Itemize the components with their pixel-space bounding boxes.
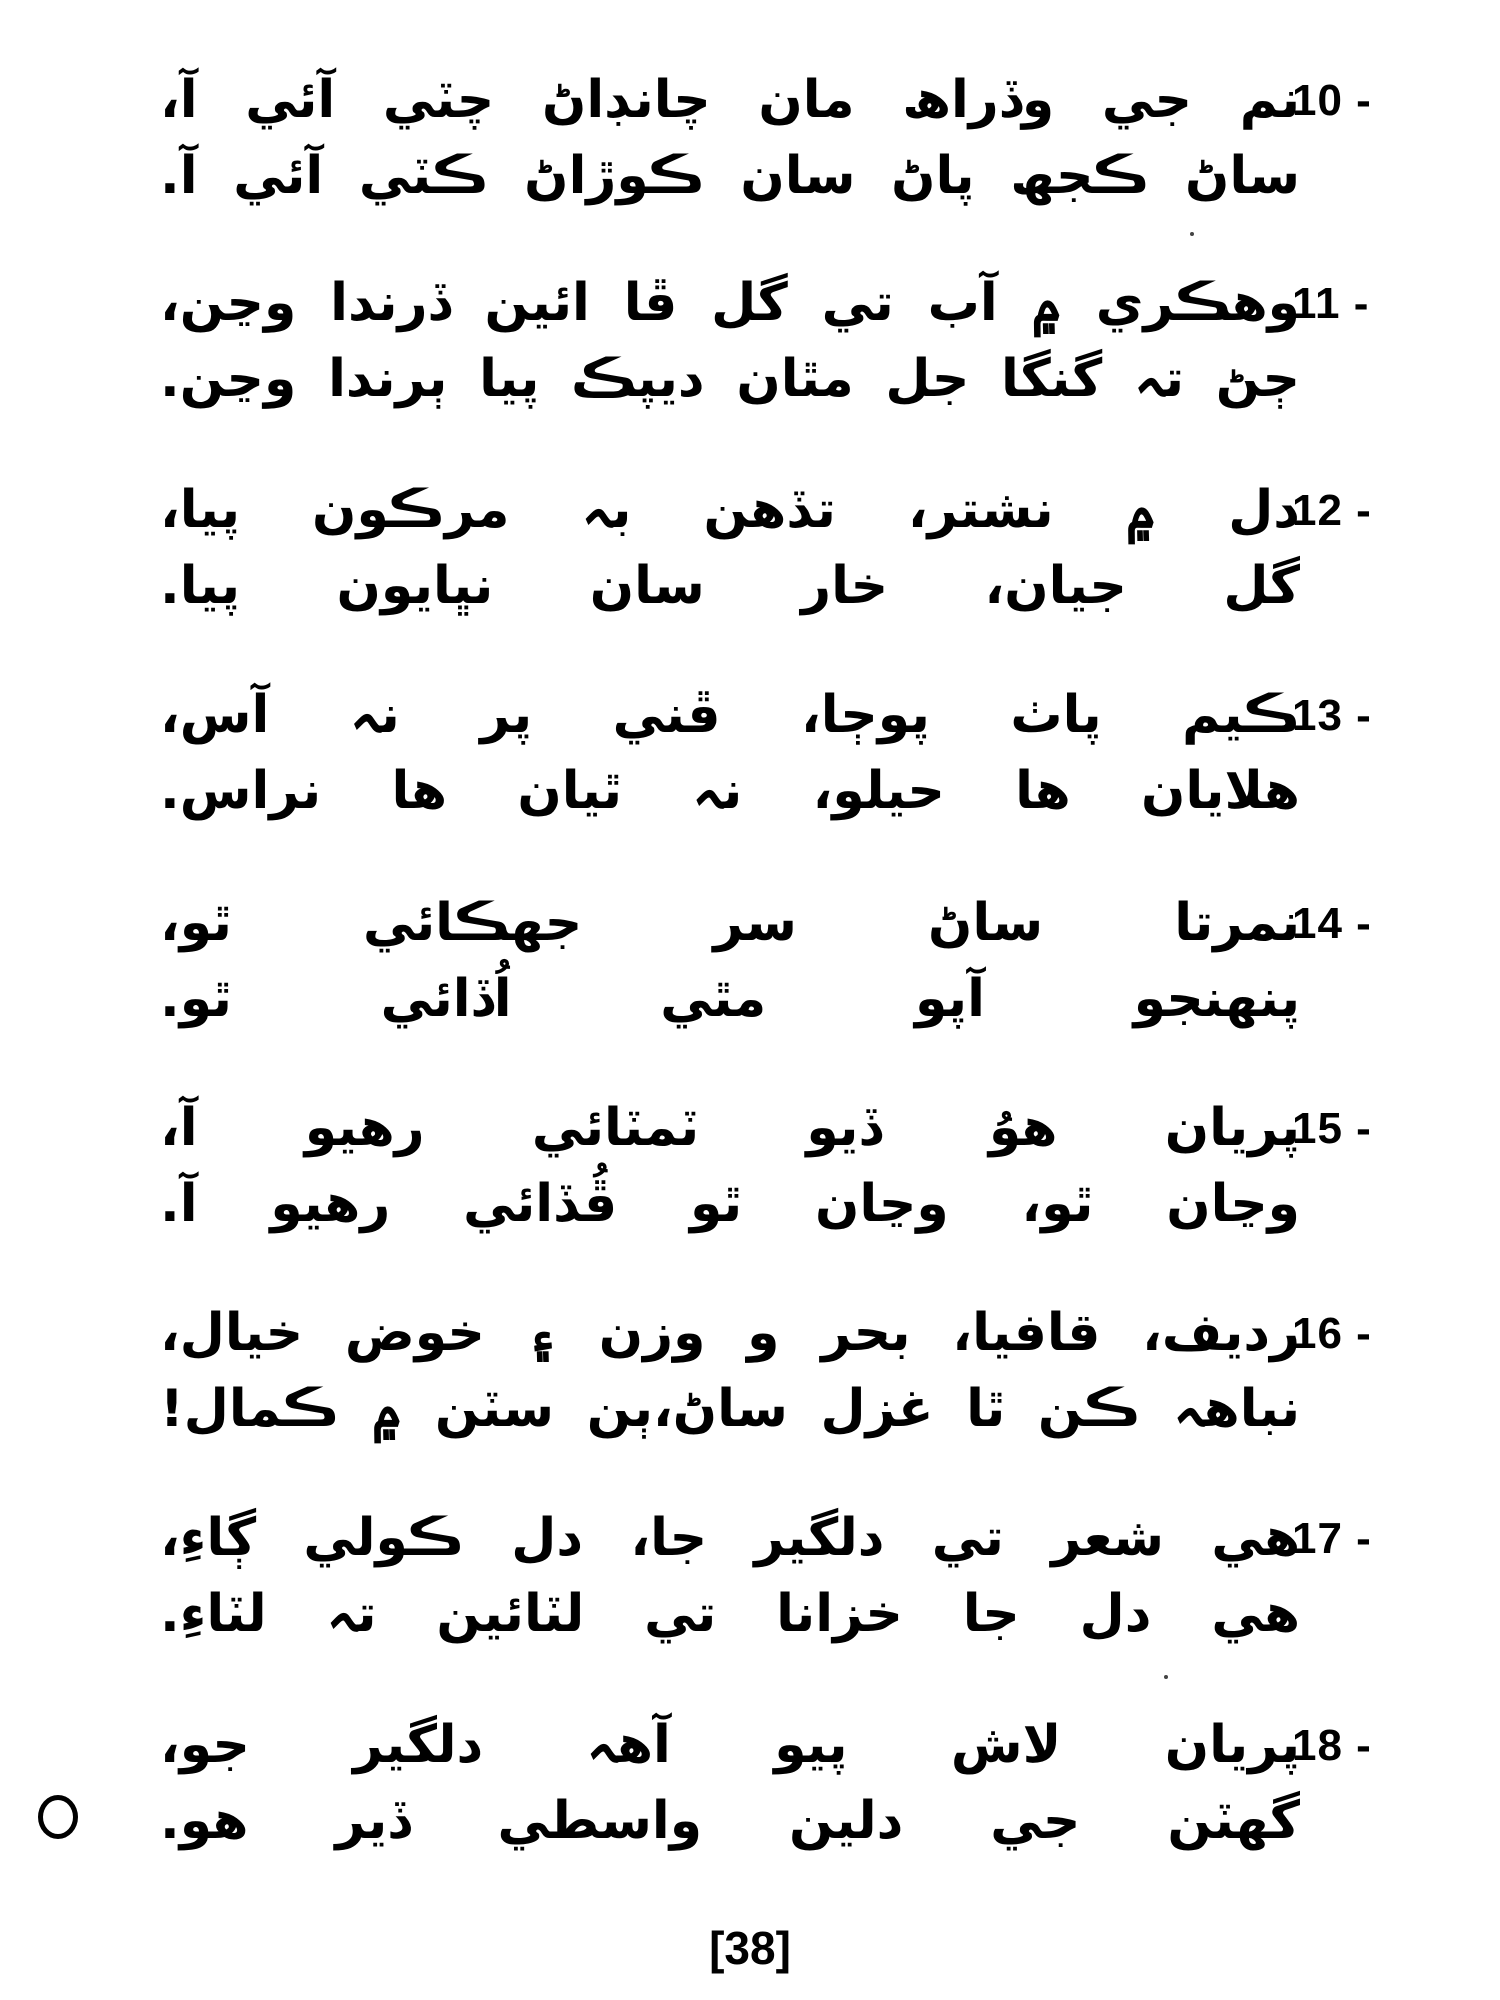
stanza-number: 13 - bbox=[1292, 691, 1372, 740]
verse-line-2: پنھنجو آپو مٿي اُڏائي ٿو. bbox=[160, 969, 1300, 1029]
verse-line-1: پريان ھوُ ڏيو ٽمٽائي رھيو آ، bbox=[160, 1098, 1300, 1158]
stanza-number: 12 - bbox=[1292, 486, 1372, 535]
stanza-number: 17 - bbox=[1292, 1514, 1372, 1563]
stanza-13 bbox=[0, 680, 1500, 830]
margin-circle-mark bbox=[38, 1795, 78, 1839]
stanza-14 bbox=[0, 888, 1500, 1038]
stanza-number: 18 - bbox=[1292, 1721, 1372, 1770]
speck-dot bbox=[1164, 1675, 1168, 1679]
verse-line-1: ڪيم پاٺ پوڄا، ڦني پر نہ آس، bbox=[160, 685, 1300, 745]
stanza-number: 14 - bbox=[1292, 899, 1372, 948]
verse-line-2: ڄڻ تہ گنگا جل مٿان ديپڪ پيا ٻرندا وڃن. bbox=[160, 349, 1300, 409]
stanza-17 bbox=[0, 1503, 1500, 1653]
stanza-10 bbox=[0, 65, 1500, 215]
verse-line-2: ساڻ ڪجھ پاڻ سان ڪوڙاڻ ڪٽي آئي آ. bbox=[160, 146, 1300, 206]
verse-line-2: ھلايان ھا حيلو، نہ ٿيان ھا نراس. bbox=[160, 761, 1300, 821]
stanza-number: 16 - bbox=[1292, 1309, 1372, 1358]
verse-line-2: گل جيان، خار سان نڀايون پيا. bbox=[160, 556, 1300, 616]
verse-line-1: رديف، قافيا، بحر و وزن ۽ خوض خيال، bbox=[160, 1303, 1300, 1363]
stanza-number: 10 - bbox=[1292, 76, 1372, 125]
verse-line-2: نباھہ ڪن ٿا غزل ساڻ،ٻن سٽن ۾ ڪمال! bbox=[160, 1379, 1300, 1439]
verse-line-1: پريان لاش پيو آھہ دلگير جو، bbox=[160, 1715, 1300, 1775]
stanza-18 bbox=[0, 1710, 1500, 1860]
stanza-16 bbox=[0, 1298, 1500, 1448]
stanza-15 bbox=[0, 1093, 1500, 1243]
verse-line-2: گھٽن جي دلين واسطي ڏير ھو. bbox=[160, 1791, 1300, 1851]
stanza-12 bbox=[0, 475, 1500, 625]
verse-line-1: وھڪري ۾ آب تي گل ڦا ائين ڏرندا وڃن، bbox=[160, 273, 1300, 333]
stanza-number: 11 - bbox=[1292, 279, 1370, 328]
verse-line-2: وڃان ٿو، وڃان ٿو ڦُڏائي رھيو آ. bbox=[160, 1174, 1300, 1234]
verse-line-1: نم جي وڏراھ مان چانڊاڻ چٽي آئي آ، bbox=[160, 70, 1300, 130]
stanza-number: 15 - bbox=[1292, 1104, 1372, 1153]
verse-line-2: ھي دل جا خزانا تي لٽائين تہ لٽاءِ. bbox=[160, 1584, 1300, 1644]
speck-dot bbox=[1190, 232, 1194, 236]
verse-line-1: نمرتا ساڻ سر جھڪائي ٿو، bbox=[160, 893, 1300, 953]
verse-line-1: ھي شعر تي دلگير جا، دل ڪولي ڳاءِ، bbox=[160, 1508, 1300, 1568]
stanza-11 bbox=[0, 268, 1500, 418]
page-number: [38] bbox=[709, 1922, 791, 1974]
verse-line-1: دل ۾ نشتر، تڏھن بہ مرڪون پيا، bbox=[160, 480, 1300, 540]
